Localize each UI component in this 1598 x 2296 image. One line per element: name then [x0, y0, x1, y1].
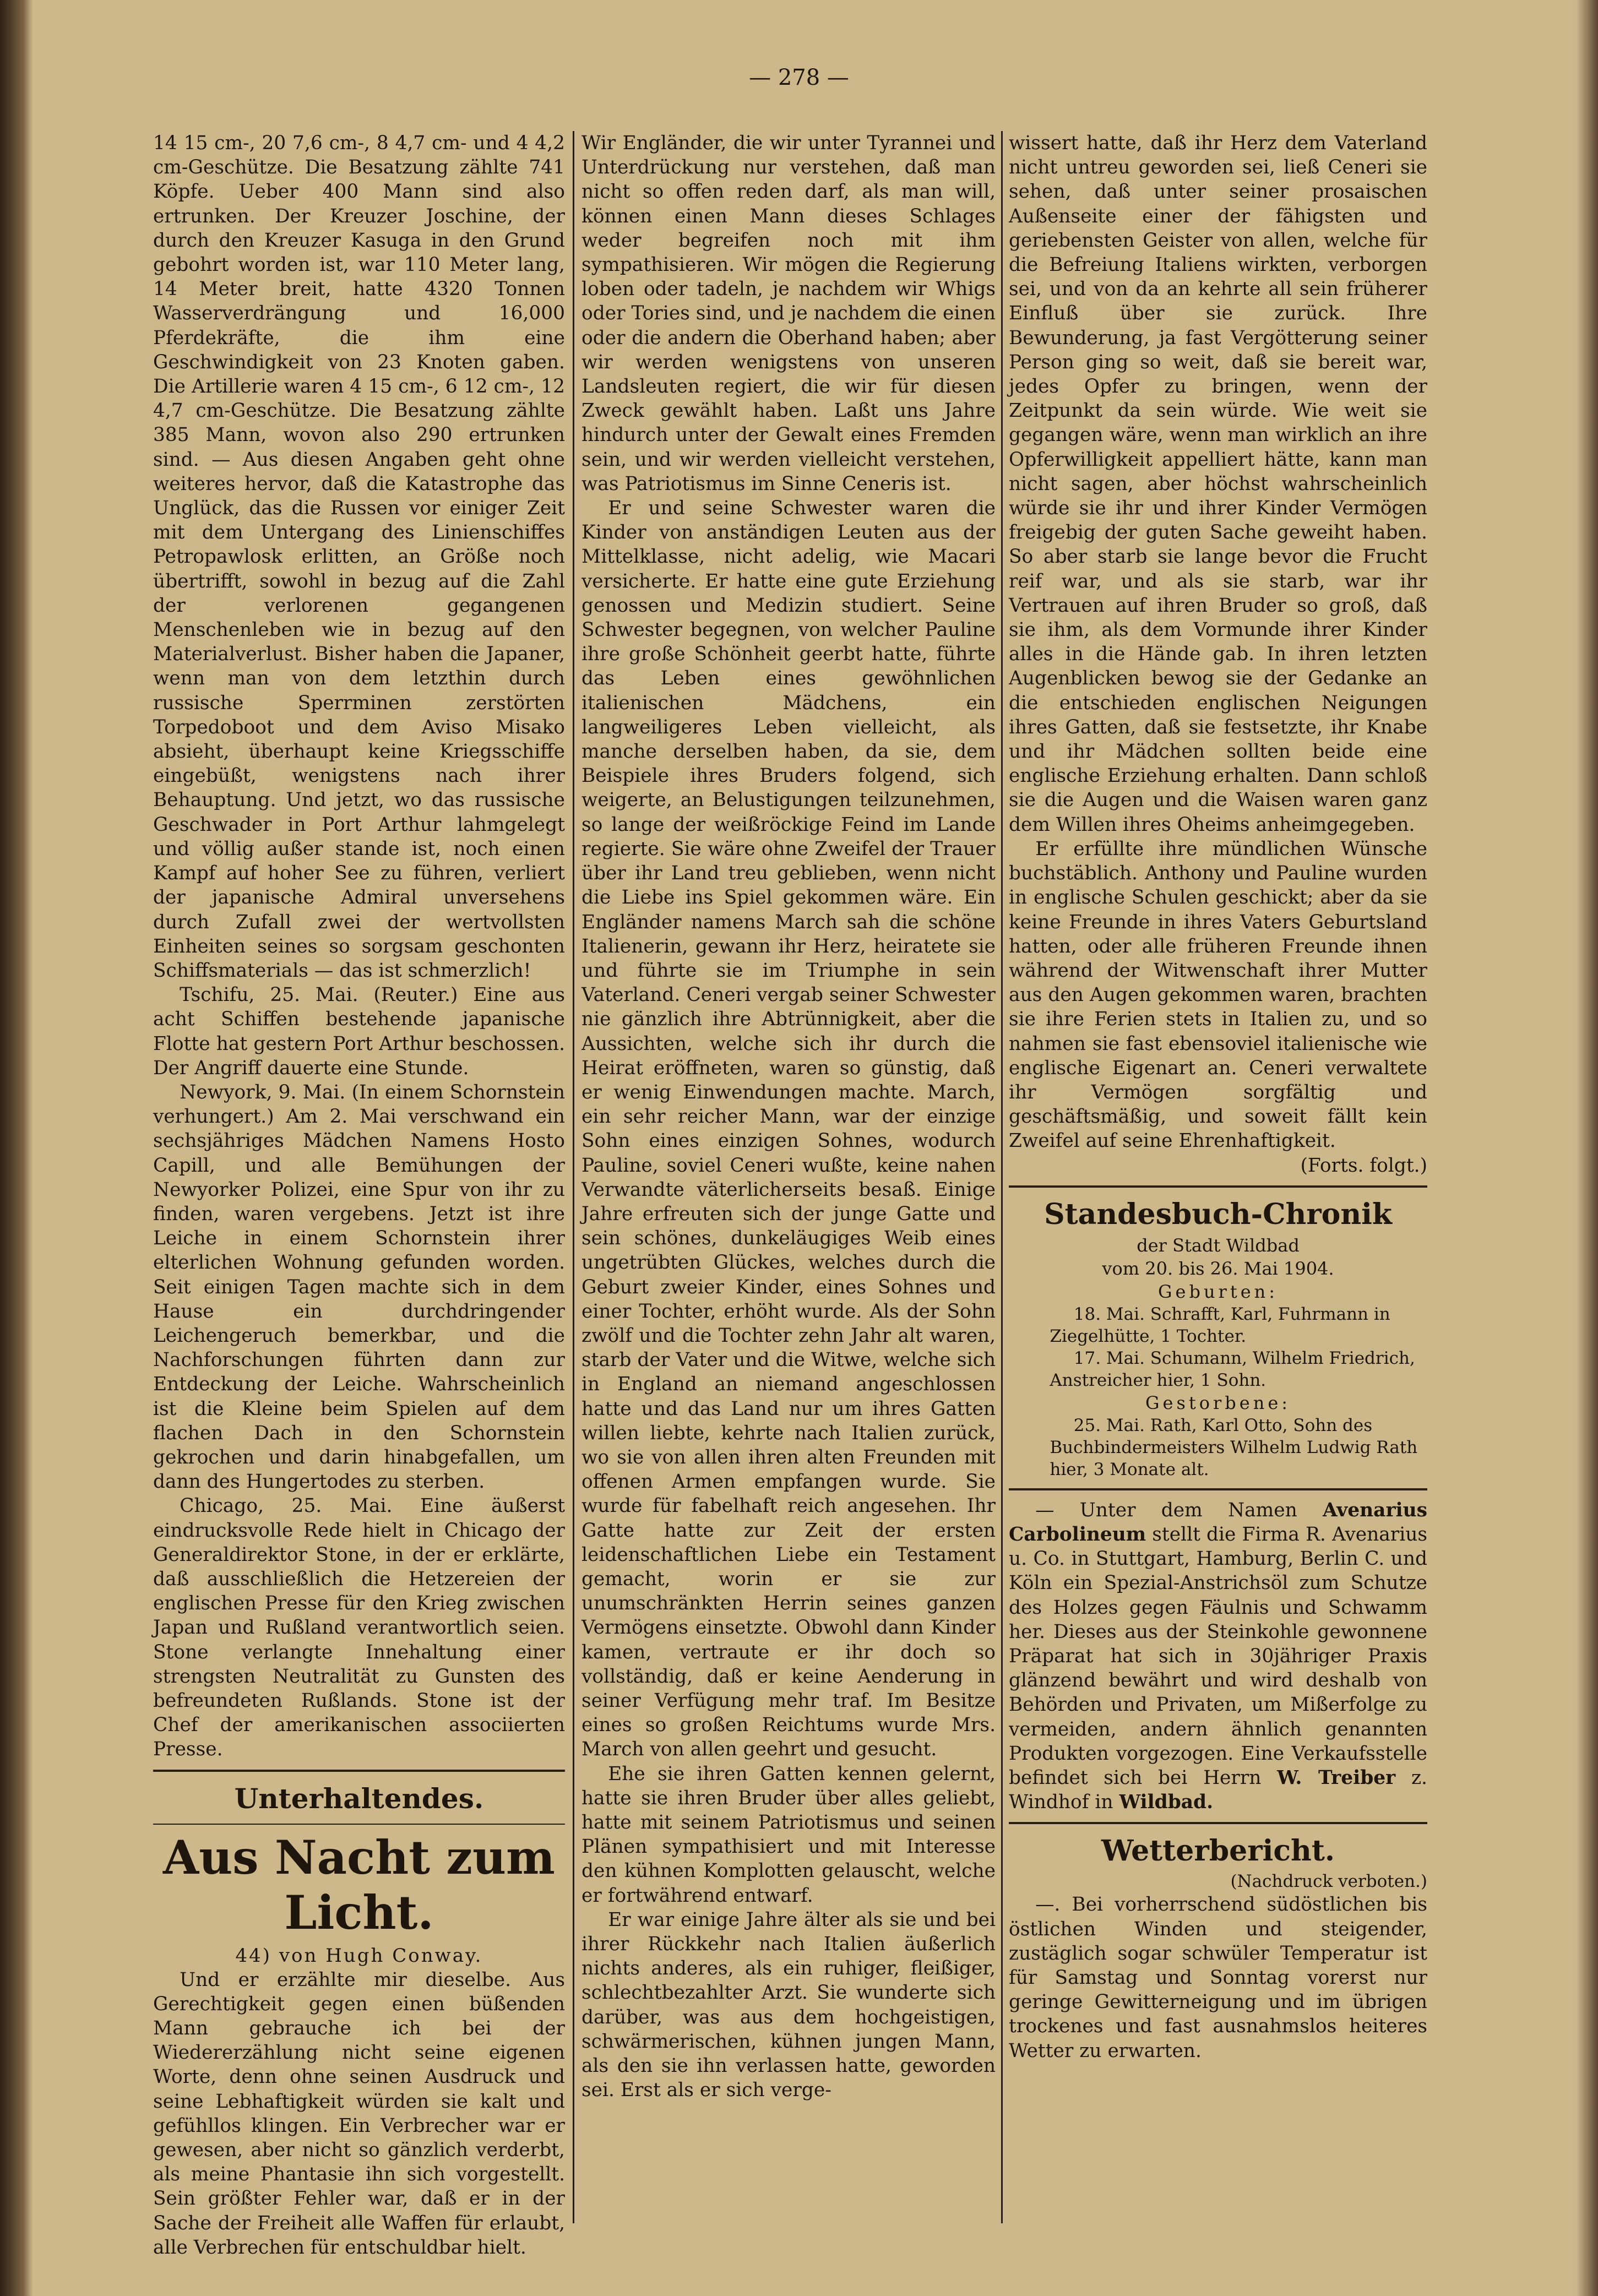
story-author: 44) von Hugh Conway.: [235, 1944, 483, 1967]
page-number: — 278 —: [749, 65, 849, 90]
story-paragraph: wissert hatte, daß ihr Herz dem Vaterland nicht untreu geworden sei, ließ Ceneri sie sehen, daß unter seiner prosaischen Außenseite einer der fähigsten und geriebensten Geister von allen, welche für die Befreiung Italiens wirkten, verborgen sei, und von da an kehrte all sein früherer Einfluß über sie zurück. Ihre Bewunderung, ja fast Vergötterung seiner Person ging so weit, daß sie bereit war, jedes Opfer zu bringen, wenn der Zeitpunkt da sein würde. Wie weit sie gegangen wäre, wenn man wirklich an ihre Opferwilligkeit appelliert hätte, kann man nicht sagen, aber höchst wahrscheinlich würde sie ihr und ihrer Kinder Vermögen freigebig der guten Sache geweiht haben. So aber starb sie lange bevor die Frucht reif war, und als sie starb, war ihr Vertrauen auf ihren Bruder so groß, daß sie ihm, als dem Vormunde ihrer Kinder alles in die Hände gab. In ihren letzten Augenblicken bewog sie der Gedanke an die entschieden englischen Neigungen ihres Gatten, daß sie festsetzte, ihr Knabe und ihr Mädchen sollten beide eine englische Erziehung erhalten. Dann schloß sie die Augen und die Waisen waren ganz dem Willen ihres Oheims anheimgegeben.: [1009, 132, 1427, 836]
ad-body: stellt die Firma R. Avenarius u. Co. in Stuttgart, Hamburg, Berlin C. und Köln ein Spezial-Anstrichsöl zum Schutze des Holzes gegen Fäulnis und Schwamm her. Dieses aus der Steinkohle gewonnene Präparat hat sich in 30jähriger Praxis glänzend bewährt und wird deshalb von Behörden und Privaten, um Mißerfolge zu vermeiden, andern ähnlich genannten Produkten vorgezogen. Eine Verkaufsstelle befindet sich bei Herrn: [1009, 1523, 1427, 1789]
weather-copyright-note: (Nachdruck verboten.): [1230, 1871, 1427, 1892]
chronicle-place: der Stadt Wildbad: [1137, 1234, 1300, 1256]
weather-report: —. Bei vorherrschend südöstlichen bis östlichen Winden und steigender, zustäglich sogar schwüler Temperatur ist für Samstag und Sonntag vorerst nur geringe Gewitterneigung und im übrigen trockenes und fast ausnahmslos heiteres Wetter zu erwarten.: [1009, 1894, 1427, 2062]
column-left: [153, 131, 565, 2259]
section-rule: [1009, 1488, 1427, 1490]
ad-brand: Avenarius Carbolineum: [1009, 1499, 1427, 1546]
section-rule: [153, 1824, 565, 1825]
column-divider: [573, 131, 574, 2223]
story-title: Aus Nacht zum Licht.: [163, 1830, 555, 1940]
ad-tail: z. Windhof in: [1009, 1766, 1427, 1814]
deaths-heading: Gestorbene:: [1145, 1392, 1291, 1413]
story-paragraph: Ehe sie ihren Gatten kennen gelernt, hatte sie ihren Bruder über alles geliebt, hatte mit seinem Patriotismus und seinen Plänen sympathisiert und mit Interesse den kühnen Komplotten gelauscht, welche er fortwährend entwarf.: [581, 1762, 996, 1907]
ad-town: Wildbad.: [1119, 1791, 1214, 1814]
column-right: [1009, 131, 1427, 2223]
story-paragraph-text: Er erfüllte ihre mündlichen Wünsche buchstäblich. Anthony und Pauline wurden in englische Schulen geschickt; aber da sie keine Freunde in ihres Vaters Geburtsland hatten, oder alle früheren Freunde ihnen während der Witwenschaft ihrer Mutter aus den Augen gekommen waren, brachten sie ihre Ferien stets in Italien zu, und so nahmen sie fast ebensoviel italienische wie englische Eigenart an. Ceneri verwaltete ihr Vermögen sorgfältig und geschäftsmäßig, und soweit fällt kein Zweifel auf seine Ehrenhaftigkeit.: [1009, 837, 1427, 1152]
war-report-paragraph: 14 15 cm-, 20 7,6 cm-, 8 4,7 cm- und 4 4,2 cm-Geschütze. Die Besatzung zählte 741 Köpfe. Ueber 400 Mann sind also ertrunken. Der Kreuzer Joschine, der durch den Kreuzer Kasuga in den Grund gebohrt worden ist, war 110 Meter lang, 14 Meter breit, hatte 4320 Tonnen Wasserverdrängung und 16,000 Pferdekräfte, die ihm eine Geschwindigkeit von 23 Knoten gaben. Die Artillerie waren 4 15 cm-, 6 12 cm-, 12 4,7 cm-Geschütze. Die Besatzung zählte 385 Mann, wovon also 290 ertrunken sind. — Aus diesen Angaben geht ohne weiteres hervor, daß die Katastrophe das Unglück, das die Russen vor einiger Zeit mit dem Untergang des Linienschiffes Petropawlosk erlitten, an Größe noch übertrifft, sowohl in bezug auf die Zahl der verlorenen gegangenen Menschenleben wie in bezug auf den Materialverlust. Bisher haben die Japaner, wenn man von dem letzthin durch russische Sperrminen zerstörten Torpedoboot und dem Aviso Misako absieht, überhaupt keine Kriegsschiffe eingebüßt, wenigstens nach ihrer Behauptung. Und jetzt, wo das russische Geschwader in Port Arthur lahmgelegt und völlig außer stande ist, noch einen Kampf auf hoher See zu führen, verliert der japanische Admiral unversehens durch Zufall zwei der wertvollsten Einheiten seines so sorgsam geschonten Schiffsmaterials — das ist schmerzlich!: [153, 132, 565, 982]
chronicle-dates: vom 20. bis 26. Mai 1904.: [1102, 1258, 1334, 1279]
news-newyork: Newyork, 9. Mai. (In einem Schornstein verhungert.) Am 2. Mai verschwand ein sechsjähriges Mädchen Namens Hosto Capill, und alle Bemühungen der Newyorker Polizei, eine Spur von ihr zu finden, waren vergebens. Jetzt ist ihre Leiche in einem Schornstein ihrer elterlichen Wohnung gefunden worden. Seit einigen Tagen machte sich in dem Hause ein durchdringender Leichengeruch bemerkbar, und die Nachforschungen führten dann zur Entdeckung der Leiche. Wahrscheinlich ist die Kleine beim Spielen auf dem flachen Dach in den Schornstein gekrochen und darin hinabgefallen, um dann des Hungertodes zu sterben.: [153, 1081, 565, 1493]
column-middle: [581, 131, 996, 2223]
weather-title: Wetterbericht.: [1101, 1834, 1335, 1868]
story-paragraph: Wir Engländer, die wir unter Tyrannei und Unterdrückung nur verstehen, daß man nicht so offen reden darf, als man will, können einen Mann dieses Schlages weder begreifen noch mit ihm sympathisieren. Wir mögen die Regierung loben oder tadeln, je nachdem wir Whigs oder Tories sind, und je nachdem die einen oder die andern die Oberhand haben; aber wir werden wenigstens von unseren Landsleuten regiert, die wir für diesen Zweck gewählt haben. Laßt uns Jahre hindurch unter der Gewalt eines Fremden sein, und wir werden vielleicht verstehen, was Patriotismus im Sinne Ceneris ist.: [581, 132, 996, 495]
story-paragraph: Er war einige Jahre älter als sie und bei ihrer Rückkehr nach Italien äußerlich nichts anderes, als ein ruhiger, fleißiger, schlechtbezahlter Arzt. Sie wunderte sich darüber, was aus dem hochgeistigen, schwärmerischen, kühnen jungen Mann, als den sie ihn verlassen hatte, geworden sei. Erst als er sich verge-: [581, 1908, 996, 2102]
continued-note: (Forts. folgt.): [1300, 1154, 1427, 1177]
birth-entry: 18. Mai. Schrafft, Karl, Fuhrmann in Ziegelhütte, 1 Tochter.: [1050, 1304, 1390, 1346]
news-chicago: Chicago, 25. Mai. Eine äußerst eindrucksvolle Rede hielt in Chicago der Generaldirektor Stone, in der er erklärte, daß ausschließlich die Hetzereien der englischen Presse für den Krieg zwischen Japan und Rußland verantwortlich seien. Stone verlangte Innehaltung einer strengsten Neutralität zu Gunsten des befreundeten Rußlands. Stone ist der Chef der amerikanischen associierten Presse.: [153, 1495, 565, 1761]
story-paragraph: Er und seine Schwester waren die Kinder von anständigen Leuten aus der Mittelklasse, nicht adelig, wie Macari versicherte. Er hatte eine gute Erziehung genossen und Medizin studiert. Seine Schwester begegnen, von welcher Pauline ihre große Schönheit geerbt hatte, führte das Leben eines gewöhnlichen italienischen Mädchens, ein langweiligeres Leben vielleicht, als manche derselben haben, da sie, dem Beispiele ihres Bruders folgend, sich weigerte, an Belustigungen teilzunehmen, so lange der weißröckige Feind im Lande regierte. Sie wäre ohne Zweifel der Trauer über ihr Land treu geblieben, wenn nicht die Liebe ins Spiel gekommen wäre. Ein Engländer namens March sah die schöne Italienerin, gewann ihr Herz, heiratete sie und führte sie im Triumphe in sein Vaterland. Ceneri vergab seiner Schwester nie gänzlich ihre Abtrünnigkeit, aber die Aussichten, welche sich ihr durch die Heirat eröffneten, waren so günstig, daß er wenig Einwendungen machte. March, ein sehr reicher Mann, war der einzige Sohn eines einzigen Sohnes, wodurch Pauline, soviel Ceneri wußte, keine nahen Verwandte väterlicherseits besaß. Einige Jahre erfreuten sich der junge Gatte und sein schönes, dunkeläugiges Weib eines ungetrübten Glückes, welches durch die Geburt zweier Kinder, eines Sohnes und einer Tochter, erhöht wurde. Als der Sohn zwölf und die Tochter zehn Jahr alt waren, starb der Vater und die Witwe, welche sich in England an niemand angeschlossen hatte und das Land nur um ihres Gatten willen liebte, kehrte nach Italien zurück, wo sie von allen ihren alten Freunden mit offenen Armen empfangen wurde. Sie wurde für fabelhaft reich angesehen. Ihr Gatte hatte zur Zeit der ersten leidenschaftlichen Liebe ein Testament gemacht, worin er sie zur unumschränkten Herrin seines ganzen Vermögens einsetzte. Obwohl dann Kinder kamen, vertraute er ihr doch so vollständig, daß er keine Aenderung in seiner Verfügung mehr traf. Im Besitze eines so großen Reichtums wurde Mrs. March von allen geehrt und gesucht.: [581, 497, 996, 1761]
section-heading-unterhaltendes: Unterhaltendes.: [234, 1782, 484, 1815]
advertisement-carbolineum: [1009, 1498, 1427, 1815]
ad-dealer: W. Treiber: [1277, 1766, 1396, 1789]
story-paragraph: Und er erzählte mir dieselbe. Aus Gerechtigkeit gegen einen büßenden Mann gebrauche ich bei der Wiedererzählung nicht seine eigenen Worte, denn ohne seinen Ausdruck und seine Lebhaftigkeit würden sie kalt und gefühllos klingen. Ein Verbrecher war er gewesen, aber nicht so gänzlich verderbt, als meine Phantasie ihn sich vorgestellt. Sein größter Fehler war, daß er in der Sache der Freiheit alle Waffen für erlaubt, alle Verbrechen für entschuldbar hielt.: [153, 1968, 565, 2259]
news-tschifu: Tschifu, 25. Mai. (Reuter.) Eine aus acht Schiffen bestehende japanische Flotte hat gestern Port Arthur beschossen. Der Angriff dauerte eine Stunde.: [153, 984, 565, 1079]
birth-entry: 17. Mai. Schumann, Wilhelm Friedrich, Anstreicher hier, 1 Sohn.: [1050, 1348, 1415, 1390]
story-paragraph: [1009, 837, 1427, 1178]
death-entry: 25. Mai. Rath, Karl Otto, Sohn des Buchbindermeisters Wilhelm Ludwig Rath hier, 3 Monate alt.: [1050, 1415, 1418, 1479]
section-rule: [1009, 1822, 1427, 1824]
chronicle-title: Standesbuch-Chronik: [1044, 1197, 1392, 1231]
births-heading: Geburten:: [1157, 1281, 1279, 1302]
column-divider: [1001, 131, 1003, 2223]
section-rule: [1009, 1185, 1427, 1188]
ad-lead: — Unter dem Namen: [1035, 1499, 1297, 1521]
section-rule: [153, 1770, 565, 1772]
